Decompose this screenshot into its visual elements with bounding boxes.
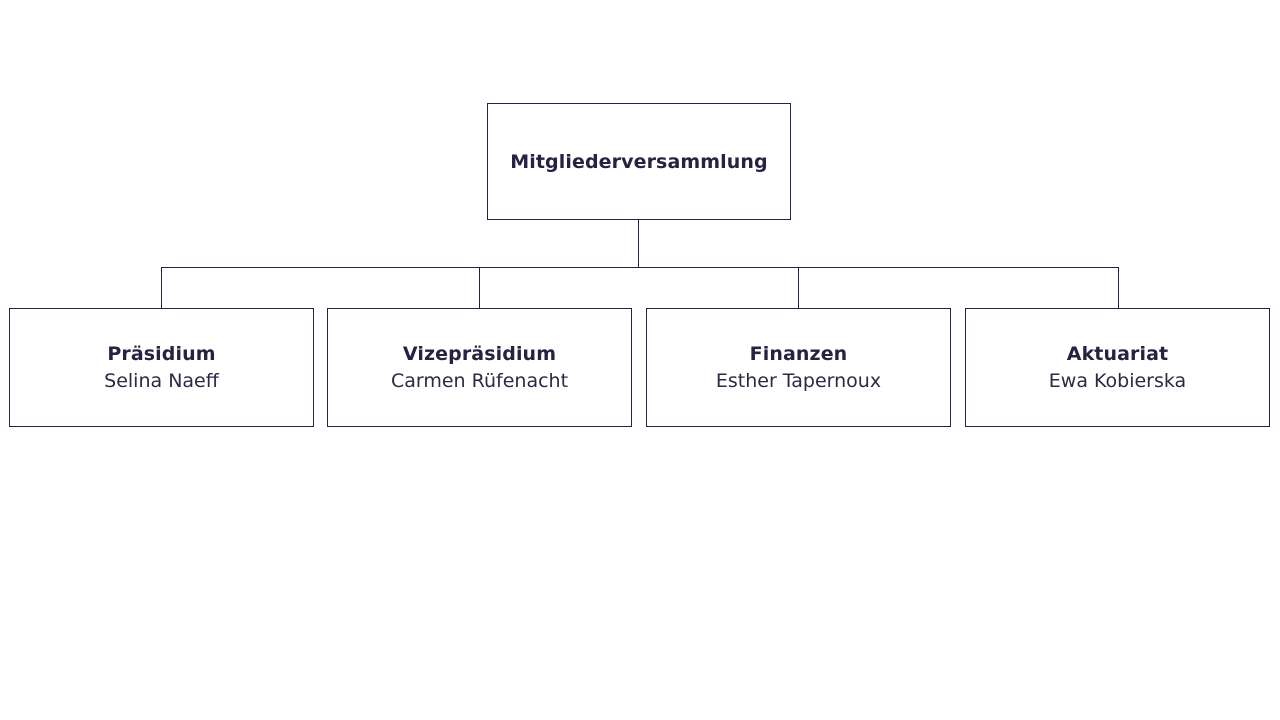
org-node-person: Carmen Rüfenacht [390,369,569,392]
org-node-title: Finanzen [749,342,848,365]
connector-root-stem [638,220,639,268]
org-node-praesidium [9,308,314,427]
org-node-title: Vizepräsidium [402,342,557,365]
org-node-finanzen [646,308,951,427]
org-node-vizepraesidium [327,308,632,427]
connector-horizontal-bus [161,267,1119,268]
connector-drop-vizepraesidium [479,267,480,308]
org-node-title: Aktuariat [1066,342,1169,365]
org-node-aktuariat [965,308,1270,427]
org-node-root [487,103,791,220]
org-node-person: Selina Naeff [104,369,219,392]
connector-drop-finanzen [798,267,799,308]
org-node-person: Esther Tapernoux [715,369,882,392]
connector-drop-aktuariat [1118,267,1119,308]
org-node-title: Mitgliederversammlung [510,150,768,173]
connector-drop-praesidium [161,267,162,308]
org-node-title: Präsidium [107,342,216,365]
org-node-person: Ewa Kobierska [1048,369,1187,392]
